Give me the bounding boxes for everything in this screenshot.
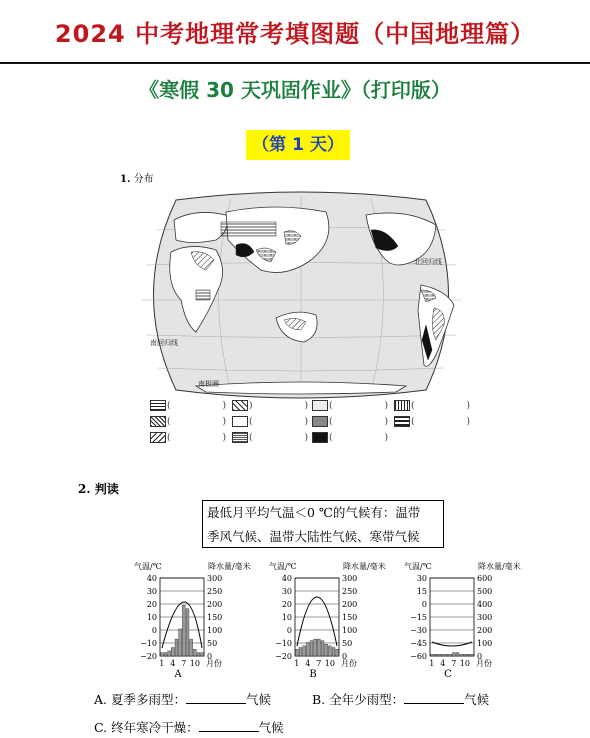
temp-tick-label: −15 [410, 613, 427, 622]
precip-tick-label: 250 [207, 587, 223, 596]
month-axis-title: 月份 [206, 659, 222, 668]
answer-a-blank[interactable] [186, 691, 246, 704]
temp-tick-label: −20 [275, 652, 292, 661]
precip-tick-label: 300 [342, 574, 358, 583]
month-tick-label: 10 [324, 659, 335, 668]
precip-axis-title: 降水量/毫米 [343, 562, 386, 571]
answer-a-suffix: 气候 [245, 692, 271, 707]
precip-bar [295, 649, 298, 656]
title-divider [0, 62, 590, 64]
precip-tick-label: 200 [207, 600, 223, 609]
precip-bar [456, 653, 459, 656]
precip-tick-label: 300 [477, 613, 493, 622]
precip-bar [434, 654, 437, 656]
legend-swatch-brick [150, 400, 166, 411]
legend-item: ) ) [232, 400, 308, 412]
month-tick-label: 1 [159, 659, 165, 668]
temp-tick-label: −20 [140, 652, 157, 661]
temp-tick-label: −60 [410, 652, 427, 661]
temp-tick-label: 40 [281, 574, 292, 583]
world-climate-map [136, 190, 466, 400]
question-1-label [120, 170, 154, 185]
precip-bar [336, 649, 339, 656]
precip-bar [179, 629, 182, 656]
temp-tick-label: −10 [275, 639, 292, 648]
precip-tick-label: 0 [342, 652, 348, 661]
precip-bar [460, 654, 463, 656]
temp-tick-label: 40 [146, 574, 157, 583]
temp-axis-title: 气温/℃ [404, 562, 432, 571]
precip-tick-label: 200 [342, 600, 358, 609]
hint-line-1: 最低月平均气温＜0 ℃的气候有：温带 [207, 505, 421, 520]
legend-item: ( ) [232, 432, 308, 444]
precip-bar [332, 648, 335, 656]
precip-bar [317, 639, 320, 656]
temp-tick-label: 0 [421, 600, 427, 609]
answer-c-blank[interactable] [199, 719, 259, 732]
map-legend-row-2 [150, 416, 480, 430]
temp-tick-label: −45 [410, 639, 427, 648]
legend-item: ( ) [150, 432, 226, 444]
precip-bar [441, 654, 444, 656]
precip-bar [452, 653, 455, 656]
month-tick-label: 4 [440, 659, 446, 668]
temp-tick-label: 10 [281, 613, 292, 622]
month-tick-label: 1 [429, 659, 435, 668]
legend-swatch-light [312, 400, 328, 411]
chart-letter: A [174, 669, 182, 680]
legend-item: ( ) [394, 400, 470, 412]
month-tick-label: 7 [451, 659, 457, 668]
legend-swatch-black [312, 432, 328, 443]
question-2-number: 2. [78, 482, 91, 496]
legend-item: ( ) [150, 400, 226, 412]
month-tick-label: 7 [181, 659, 187, 668]
precip-bar [164, 653, 167, 656]
month-tick-label: 10 [459, 659, 470, 668]
precip-bar [201, 653, 204, 656]
precip-tick-label: 150 [207, 613, 223, 622]
precip-tick-label: 300 [207, 574, 223, 583]
month-tick-label: 10 [189, 659, 200, 668]
precip-tick-label: 200 [477, 626, 493, 635]
precip-bar [175, 639, 178, 656]
answer-b-blank[interactable] [404, 691, 464, 704]
legend-swatch-grid [394, 400, 410, 411]
precip-tick-label: 150 [342, 613, 358, 622]
page-subtitle: 《寒假 30 天巩固作业》（打印版） [139, 78, 451, 102]
legend-swatch-dense-hatch [150, 416, 166, 427]
temp-tick-label: 10 [146, 613, 157, 622]
precip-bar [303, 646, 306, 656]
climate-charts [130, 558, 530, 683]
precip-tick-label: 100 [342, 626, 358, 635]
answer-c-suffix: 气候 [258, 720, 284, 735]
chart-letter: B [309, 669, 317, 680]
chart-letter: C [444, 669, 452, 680]
temp-tick-label: 0 [151, 626, 157, 635]
precip-bar [314, 639, 317, 656]
precip-bar [310, 641, 313, 656]
hint-box [202, 500, 444, 548]
page-title: 2024 中考地理常考填图题（中国地理篇） [54, 20, 536, 48]
question-1-number: 1. [120, 174, 131, 185]
temp-tick-label: 30 [416, 574, 427, 583]
precip-bar [299, 648, 302, 656]
temp-axis-title: 气温/℃ [269, 562, 297, 571]
question-2-title: 判读 [94, 482, 119, 496]
legend-item: ( ) [312, 400, 388, 412]
europe [174, 212, 227, 242]
temp-tick-label: 20 [281, 600, 292, 609]
precip-tick-label: 250 [342, 587, 358, 596]
legend-swatch-hatch [232, 400, 248, 411]
legend-swatch-backhatch [150, 432, 166, 443]
month-tick-label: 4 [170, 659, 176, 668]
precip-bar [197, 653, 200, 656]
answer-b-suffix: 气候 [464, 692, 490, 707]
legend-item: ( ) [312, 416, 388, 428]
precip-bar [471, 654, 474, 656]
temp-tick-label: 30 [146, 587, 157, 596]
precip-bar [321, 641, 324, 656]
precip-bar [449, 654, 452, 656]
answer-a-label: A. 夏季多雨型： [94, 692, 186, 707]
precip-bar [182, 605, 185, 656]
precip-bar [190, 639, 193, 656]
precip-tick-label: 100 [207, 626, 223, 635]
answer-a [94, 690, 271, 708]
month-tick-label: 1 [294, 659, 300, 668]
legend-item: ( ) [394, 416, 470, 428]
antarctic-circle-label: 南极圈 [198, 380, 219, 388]
precip-bar [168, 651, 171, 656]
temp-tick-label: −10 [140, 639, 157, 648]
precip-tick-label: 50 [207, 639, 218, 648]
month-tick-label: 7 [316, 659, 322, 668]
month-axis-title: 月份 [341, 659, 357, 668]
precip-tick-label: 100 [477, 639, 493, 648]
map-legend-row-1 [150, 400, 480, 414]
precip-axis-title: 降水量/毫米 [208, 562, 251, 571]
temp-tick-label: 0 [286, 626, 292, 635]
precip-tick-label: 50 [342, 639, 353, 648]
answer-c-label: C. 终年寒冷干燥： [94, 720, 199, 735]
month-tick-label: 4 [305, 659, 311, 668]
tropic-north-label: 北回归线 [414, 258, 442, 266]
precip-bar [306, 642, 309, 656]
precip-bar [445, 654, 448, 656]
precip-axis-title: 降水量/毫米 [478, 562, 521, 571]
temp-axis-title: 气温/℃ [134, 562, 162, 571]
precip-tick-label: 600 [477, 574, 493, 583]
answer-b-label: B. 全年少雨型： [312, 692, 405, 707]
month-axis-title: 月份 [476, 659, 492, 668]
answer-c [94, 718, 284, 736]
precip-bar [438, 654, 441, 656]
precip-tick-label: 500 [477, 587, 493, 596]
precip-tick-label: 0 [207, 652, 213, 661]
day-tag: （第 1 天） [246, 130, 350, 160]
antarctica [196, 382, 406, 394]
temp-tick-label: 20 [146, 600, 157, 609]
precip-bar [463, 654, 466, 656]
hint-line-2: 季风气候、温带大陆性气候、寒带气候 [207, 529, 420, 544]
precip-tick-label: 0 [477, 652, 483, 661]
legend-swatch-fine-lines [232, 432, 248, 443]
question-1-title: 分布 [133, 174, 154, 185]
question-2-label [78, 480, 119, 497]
legend-item: ( ) [312, 432, 388, 444]
answer-b [312, 690, 489, 708]
legend-swatch-white [232, 416, 248, 427]
temp-tick-label: −30 [410, 626, 427, 635]
precip-bar [193, 649, 196, 656]
precip-bar [467, 654, 470, 656]
precip-bar [171, 648, 174, 656]
legend-swatch-stripes [394, 416, 410, 427]
precip-bar [430, 654, 433, 656]
tropic-south-label: 南回归线 [150, 339, 178, 347]
legend-item: ( ) [150, 416, 226, 428]
precip-bar [328, 646, 331, 656]
precip-bar [325, 644, 328, 656]
precip-bar [186, 609, 189, 656]
precip-bar [160, 653, 163, 656]
map-legend-row-3 [150, 432, 480, 446]
precip-tick-label: 400 [477, 600, 493, 609]
temp-tick-label: 30 [281, 587, 292, 596]
legend-swatch-gray [312, 416, 328, 427]
temp-tick-label: 15 [416, 587, 427, 596]
legend-item: ( ) [232, 416, 308, 428]
